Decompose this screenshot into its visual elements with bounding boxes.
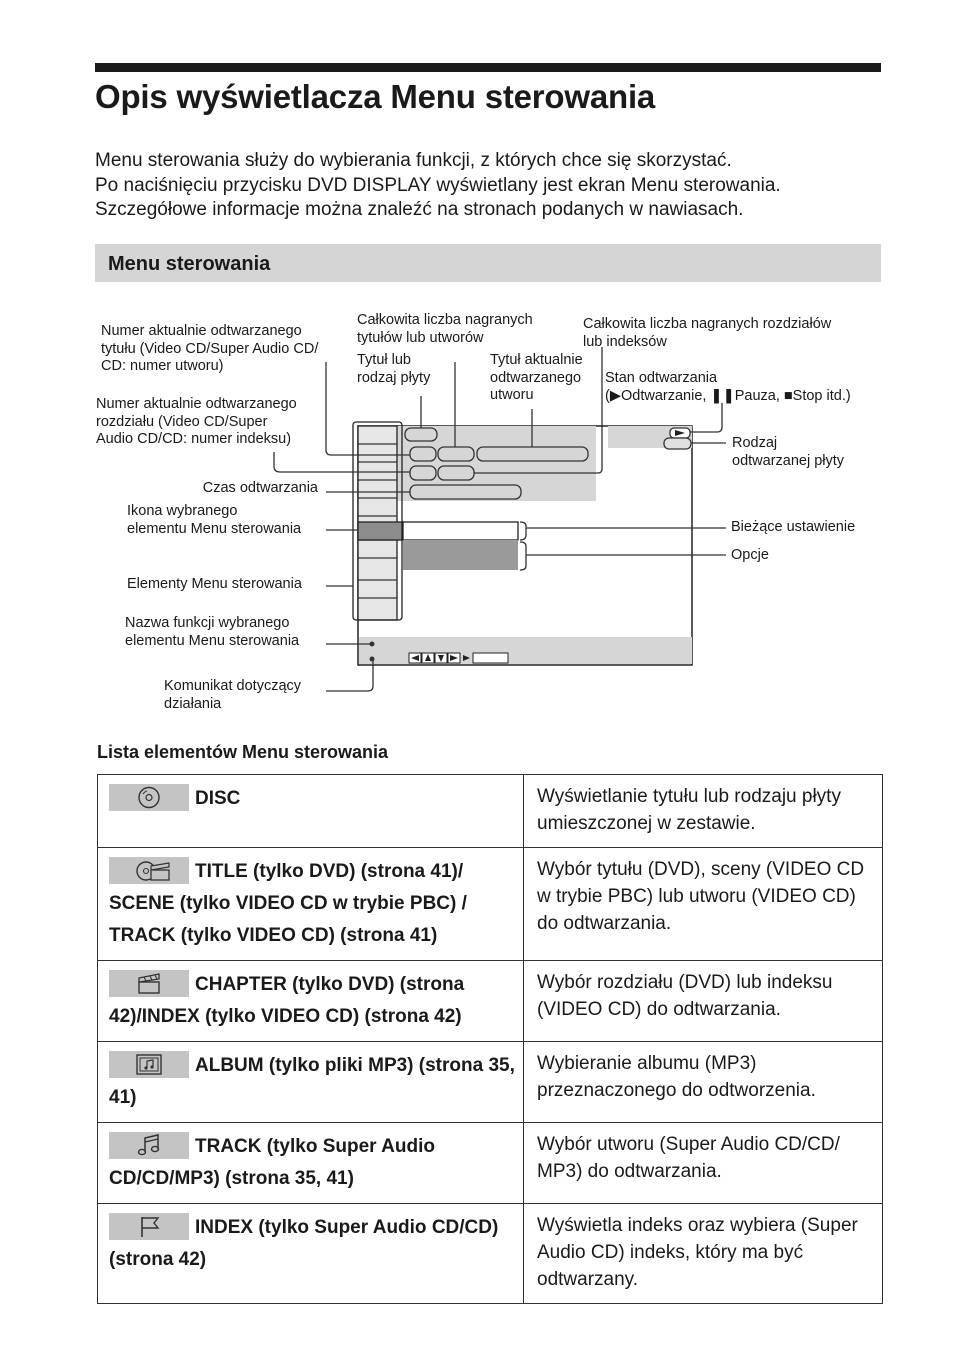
- list-title: Lista elementów Menu sterowania: [97, 742, 389, 762]
- item-desc: Wyświetlanie tytułu lub rodzaju płyty umieszczonej w zestawie.: [524, 775, 883, 848]
- label-play-status: Stan odtwarzania (▶Odtwarzanie, ❚❚Pauza, ■Stop itd.): [605, 370, 851, 404]
- label-options: Opcje: [731, 547, 769, 563]
- table-row: [98, 1204, 883, 1304]
- table-row: [98, 961, 883, 1042]
- intro-line: Menu sterowania służy do wybierania funkcji, z których chce się skorzystać.: [95, 150, 732, 171]
- item-name: ALBUM (tylko pliki MP3) (strona 35, 41): [109, 1055, 515, 1108]
- item-name: CHAPTER (tylko DVD) (strona 42)/INDEX (tylko VIDEO CD) (strona 42): [109, 974, 465, 1027]
- table-row: [98, 775, 883, 848]
- label-selected-icon: Ikona wybranego elementu Menu sterowania: [127, 503, 302, 537]
- label-total-chapters: Całkowita liczba nagranych rozdziałów lub indeksów: [583, 316, 832, 350]
- label-function-name: Nazwa funkcji wybranego elementu Menu sterowania: [125, 615, 300, 649]
- label-disc-title: Tytuł lub rodzaj płyty: [357, 352, 431, 386]
- label-menu-items: Elementy Menu sterowania: [127, 576, 302, 592]
- item-name-cell: [98, 961, 524, 1042]
- intro-line: Szczegółowe informacje można znaleźć na stronach podanych w nawiasach.: [95, 199, 744, 220]
- item-name: INDEX (tylko Super Audio CD/CD) (strona 42): [109, 1217, 499, 1270]
- disc-icon: [109, 784, 189, 811]
- album-icon: [109, 1051, 189, 1078]
- item-desc: Wybór rozdziału (DVD) lub indeksu (VIDEO CD) do odtwarzania.: [524, 961, 883, 1042]
- label-play-time: Czas odtwarzania: [202, 480, 318, 496]
- intro-text: [95, 149, 895, 223]
- label-current-setting: Bieżące ustawienie: [731, 519, 856, 535]
- label-operation-message: Komunikat dotyczący działania: [164, 678, 302, 712]
- intro-line: Po naciśnięciu przycisku DVD DISPLAY wyświetlany jest ekran Menu sterowania.: [95, 174, 781, 196]
- items-table: [97, 774, 883, 1304]
- item-desc: Wybór tytułu (DVD), sceny (VIDEO CD w trybie PBC) lub utworu (VIDEO CD) do odtwarzania.: [524, 848, 883, 961]
- item-desc: Wybór utworu (Super Audio CD/CD/ MP3) do odtwarzania.: [524, 1123, 883, 1204]
- page-title: Opis wyświetlacza Menu sterowania: [95, 78, 656, 115]
- table-row: [98, 1042, 883, 1123]
- table-row: [98, 1123, 883, 1204]
- item-name-cell: [98, 848, 524, 961]
- section-header: [95, 244, 881, 282]
- control-menu-diagram: [0, 300, 954, 730]
- item-desc: Wyświetla indeks oraz wybiera (Super Audio CD) indeks, który ma być odtwarzany.: [524, 1204, 883, 1304]
- track-icon: [109, 1132, 189, 1159]
- item-name-cell: [98, 1042, 524, 1123]
- label-chapter-number: Numer aktualnie odtwarzanego rozdziału (Video CD/Super Audio CD/CD: numer indeksu): [96, 396, 297, 447]
- item-name: DISC: [195, 788, 241, 809]
- title-icon: [109, 857, 189, 884]
- item-name-cell: [98, 1204, 524, 1304]
- item-name: TITLE (tylko DVD) (strona 41)/ SCENE (tylko VIDEO CD w trybie PBC) / TRACK (tylko VIDEO CD) (strona 41): [109, 861, 467, 946]
- item-name-cell: [98, 1123, 524, 1204]
- index-icon: [109, 1213, 189, 1240]
- label-total-titles: Całkowita liczba nagranych tytułów lub utworów: [357, 312, 533, 346]
- label-title-number: Numer aktualnie odtwarzanego tytułu (Video CD/Super Audio CD/ CD: numer utworu): [101, 323, 319, 374]
- item-name: TRACK (tylko Super Audio CD/CD/MP3) (strona 35, 41): [109, 1136, 435, 1189]
- chapter-icon: [109, 970, 189, 997]
- label-disc-type: Rodzaj odtwarzanej płyty: [732, 435, 845, 469]
- top-rule: [95, 63, 881, 72]
- table-row: [98, 848, 883, 961]
- section-title: Menu sterowania: [108, 253, 271, 275]
- item-desc: Wybieranie albumu (MP3) przeznaczonego do odtworzenia.: [524, 1042, 883, 1123]
- item-name-cell: [98, 775, 524, 848]
- label-current-title: Tytuł aktualnie odtwarzanego utworu: [490, 352, 583, 403]
